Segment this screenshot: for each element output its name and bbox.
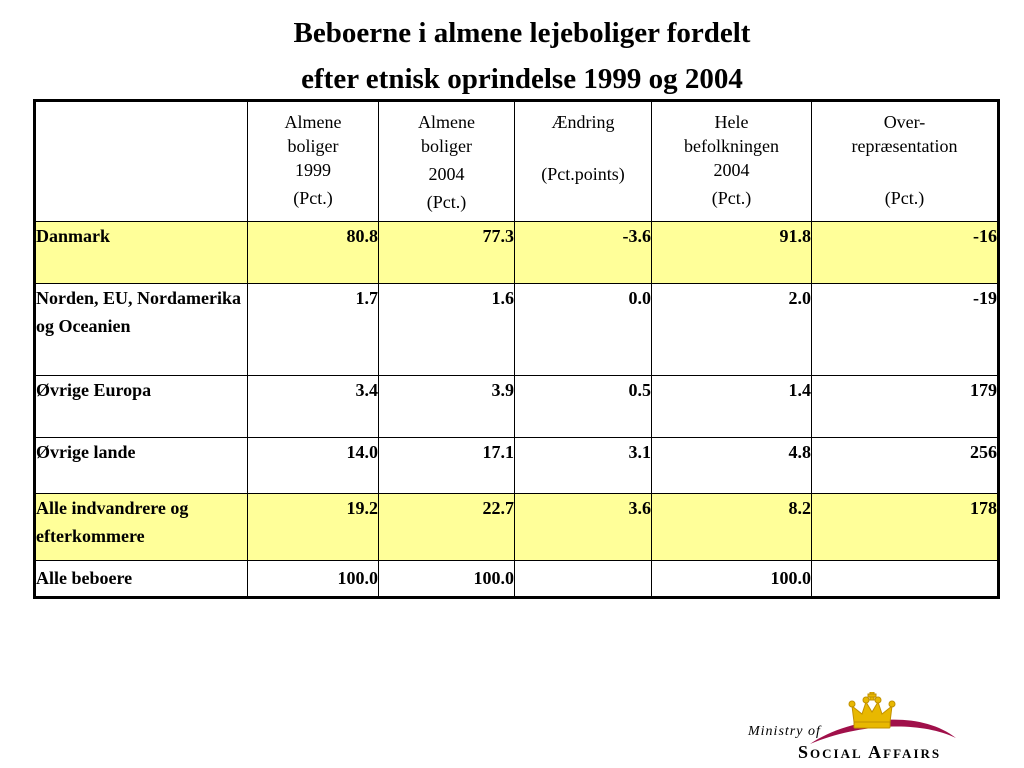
table-row (35, 222, 999, 284)
table-row (35, 376, 999, 438)
logo-ministry-of: Ministry of (748, 724, 821, 739)
row-label: Alle beboere (35, 561, 248, 598)
row-label: Øvrige Europa (35, 376, 248, 438)
table-cell: 3.4 (248, 376, 379, 438)
row-label: Danmark (35, 222, 248, 284)
ministry-logo (748, 690, 958, 764)
title-line-2: efter etnisk oprindelse 1999 og 2004 (301, 63, 743, 95)
table-cell: 1.7 (248, 284, 379, 376)
title-line-1: Beboerne i almene lejeboliger fordelt (293, 17, 751, 49)
header-row (35, 101, 999, 222)
row-label: Alle indvandrere og efterkommere (35, 494, 248, 561)
table-cell: 19.2 (248, 494, 379, 561)
row-label: Øvrige lande (35, 438, 248, 494)
table-cell: 4.8 (652, 438, 812, 494)
table-cell: 91.8 (652, 222, 812, 284)
table-cell: -3.6 (515, 222, 652, 284)
table-cell: 3.1 (515, 438, 652, 494)
table-row (35, 561, 999, 598)
table-cell: 178 (812, 494, 999, 561)
header-overrepraesentation: Over- repræsentation (Pct.) (812, 101, 999, 222)
header-hele-befolkningen: Hele befolkningen 2004 (Pct.) (652, 101, 812, 222)
table-cell: 3.9 (379, 376, 515, 438)
table-cell: 0.0 (515, 284, 652, 376)
logo-social-affairs: Social Affairs (798, 742, 942, 762)
table-cell (812, 561, 999, 598)
table-row (35, 494, 999, 561)
table-cell: 0.5 (515, 376, 652, 438)
table-cell: 22.7 (379, 494, 515, 561)
slide-title (0, 10, 1024, 102)
table-cell: 77.3 (379, 222, 515, 284)
table-cell: 179 (812, 376, 999, 438)
table-cell: 17.1 (379, 438, 515, 494)
table-cell: 1.6 (379, 284, 515, 376)
table-cell: 1.4 (652, 376, 812, 438)
table-cell: 8.2 (652, 494, 812, 561)
table-cell: 256 (812, 438, 999, 494)
table-cell: 100.0 (379, 561, 515, 598)
table-row (35, 284, 999, 376)
row-label: Norden, EU, Nordamerika og Oceanien (35, 284, 248, 376)
header-almene-1999: Almene boliger 1999 (Pct.) (248, 101, 379, 222)
header-aendring: Ændring (Pct.points) (515, 101, 652, 222)
table-cell: 14.0 (248, 438, 379, 494)
table-cell: 100.0 (652, 561, 812, 598)
table-cell: -16 (812, 222, 999, 284)
table-cell: 100.0 (248, 561, 379, 598)
table-cell: -19 (812, 284, 999, 376)
table-cell: 80.8 (248, 222, 379, 284)
crown-icon (848, 692, 896, 732)
table-cell (515, 561, 652, 598)
header-empty-cell (35, 101, 248, 222)
table-cell: 2.0 (652, 284, 812, 376)
header-almene-2004: Almene boliger 2004 (Pct.) (379, 101, 515, 222)
data-table (33, 99, 1000, 599)
table-row (35, 438, 999, 494)
table-cell: 3.6 (515, 494, 652, 561)
